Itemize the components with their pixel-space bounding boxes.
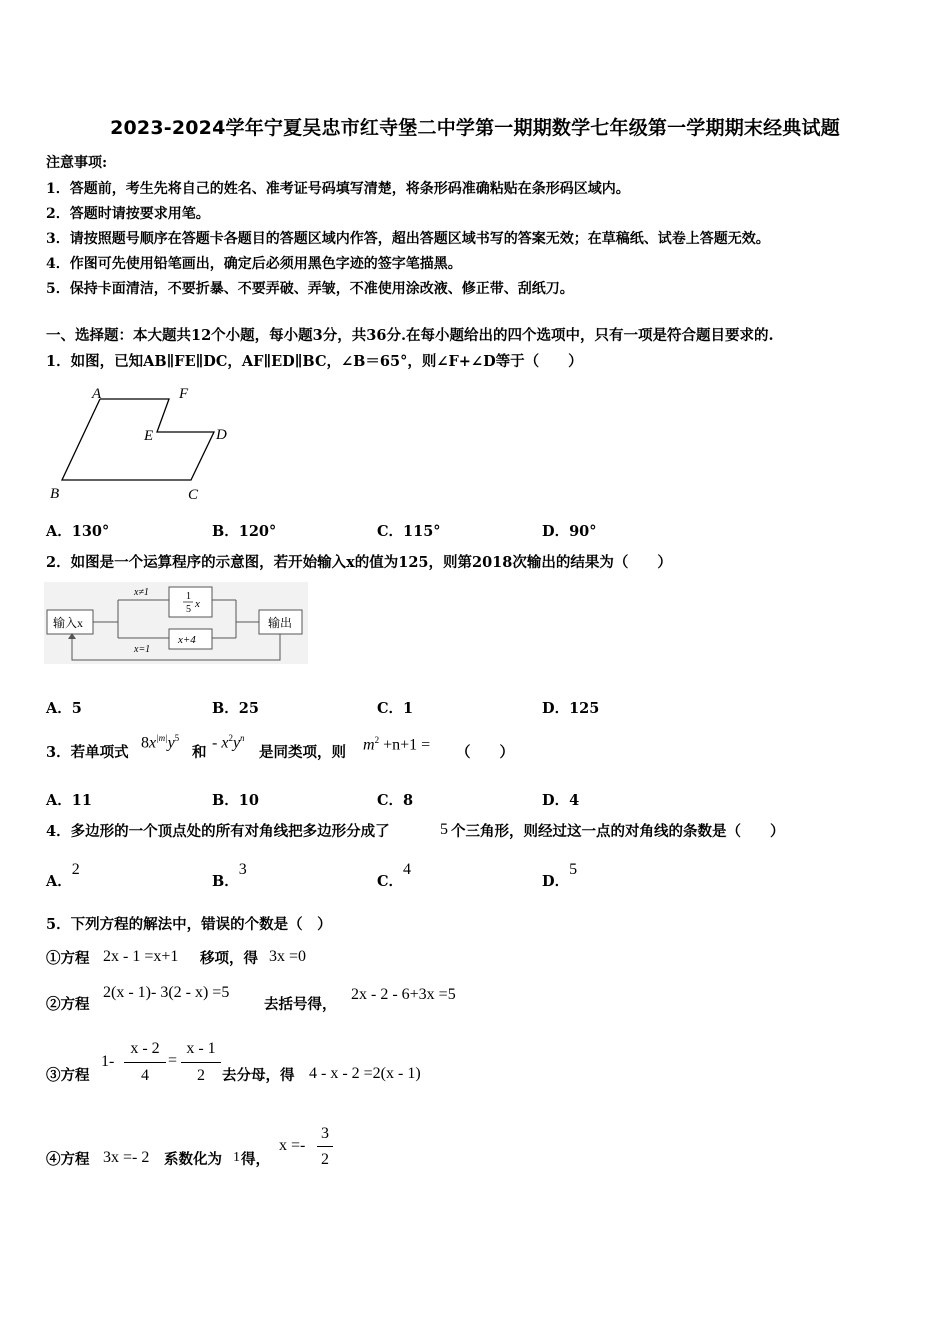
- question-3-prefix: 3．若单项式: [46, 744, 129, 761]
- q4-option-d[interactable]: D．5: [542, 861, 578, 890]
- q5-item-4-label: ④方程: [46, 1151, 90, 1168]
- q5-item-4-lhs: x =-: [279, 1137, 306, 1154]
- label-c: C: [188, 487, 199, 502]
- flow-op-top-var: x: [195, 598, 200, 610]
- q5-item-3-one: 1-: [101, 1053, 115, 1070]
- notice-item: 4．作图可先使用铅笔画出，确定后必须用黑色字迹的签字笔描黑。: [46, 256, 462, 272]
- label-b: B: [50, 486, 60, 502]
- flow-output: 输出: [268, 616, 293, 630]
- flow-cond-bottom: x=1: [134, 644, 151, 655]
- question-1-figure: [46, 382, 246, 502]
- label-e: E: [144, 428, 154, 444]
- notice-heading: 注意事项:: [46, 155, 108, 171]
- q5-item-3-num-1: x - 2: [130, 1040, 160, 1057]
- q1-option-d[interactable]: D．90°: [542, 523, 597, 540]
- fraction-bar: [317, 1146, 333, 1147]
- q5-item-3-den-2: 2: [197, 1067, 205, 1084]
- q5-item-3-den-1: 4: [141, 1067, 149, 1084]
- q5-item-4-mid2: 得，: [241, 1151, 270, 1168]
- question-1-text: 1．如图，已知AB∥FE∥DC，AF∥ED∥BC，∠B＝65°，则∠F+∠D等于（ ）: [46, 353, 583, 370]
- q3-middle: 是同类项，则: [259, 744, 346, 761]
- q4-option-a[interactable]: A．2: [46, 861, 80, 890]
- question-5-text: 5．下列方程的解法中，错误的个数是（ ）: [46, 916, 332, 933]
- q3-expression: $m^2 +n+1$ =: [363, 735, 431, 754]
- q1-option-c[interactable]: C．115°: [377, 523, 441, 540]
- q5-item-1-result: 3x =0: [269, 948, 307, 965]
- q3-suffix: （ ）: [456, 744, 514, 761]
- q3-option-b[interactable]: B．10: [212, 792, 259, 809]
- notice-item: 1．答题前，考生先将自己的姓名、准考证号码填写清楚，将条形码准确粘贴在条形码区域内。: [46, 181, 630, 197]
- q4-option-b[interactable]: B．3: [212, 861, 247, 890]
- q2-option-c[interactable]: C．1: [377, 700, 414, 717]
- q5-item-2-mid: 去括号得，: [264, 996, 337, 1013]
- q3-option-a[interactable]: A．11: [46, 792, 92, 809]
- q1-option-b[interactable]: B．120°: [212, 523, 277, 540]
- q5-item-3-mid: 去分母，得: [222, 1067, 295, 1084]
- q3-option-d[interactable]: D．4: [542, 792, 580, 809]
- question-2-text: 2．如图是一个运算程序的示意图，若开始输入x的值为125，则第2018次输出的结果为（ ）: [46, 554, 672, 571]
- q3-and: 和: [192, 744, 207, 761]
- q3-option-c[interactable]: C．8: [377, 792, 414, 809]
- q5-item-3-label: ③方程: [46, 1067, 90, 1084]
- page-title: 2023-2024学年宁夏吴忠市红寺堡二中学第一期期数学七年级第一学期期末经典试题: [110, 117, 840, 139]
- q5-item-2-result: 2x - 2 - 6+3x =5: [351, 986, 456, 1003]
- question-4-text-b: 个三角形，则经过这一点的对角线的条数是（ ）: [451, 823, 785, 840]
- notice-item: 3．请按照题号顺序在答题卡各题目的答题区域内作答，超出答题区域书写的答案无效；在草稿纸、试卷上答题无效。: [46, 231, 770, 247]
- question-4-text-a: 4．多边形的一个顶点处的所有对角线把多边形分成了: [46, 823, 390, 840]
- flow-cond-top: x≠1: [134, 587, 149, 598]
- q5-item-1-label: ①方程: [46, 950, 90, 967]
- q5-item-4-mid: 系数化为: [164, 1151, 222, 1168]
- q2-option-d[interactable]: D．125: [542, 700, 600, 717]
- label-a: A: [92, 386, 102, 402]
- q4-number: 5: [440, 821, 448, 838]
- q5-item-4-den: 2: [321, 1151, 329, 1168]
- q5-item-2-equation: 2(x - 1)- 3(2 - x) =5: [103, 984, 230, 1001]
- q3-monomial-1: $8x^{|m|}y^5$: [141, 733, 180, 752]
- section-heading: 一、选择题：本大题共12个小题，每小题3分，共36分.在每小题给出的四个选项中，只有一项是符合题目要求的.: [46, 327, 774, 344]
- q5-item-2-label: ②方程: [46, 996, 90, 1013]
- fraction-bar: [181, 1062, 221, 1063]
- notice-item: 5．保持卡面清洁，不要折暴、不要弄破、弄皱，不准使用涂改液、修正带、刮纸刀。: [46, 281, 574, 297]
- q5-item-3-result: 4 - x - 2 =2(x - 1): [309, 1065, 421, 1082]
- q5-item-1-equation: 2x - 1 =x+1: [103, 948, 179, 965]
- question-2-flowchart: [44, 582, 308, 664]
- q5-item-4-num: 3: [321, 1125, 329, 1142]
- fraction-bar: [124, 1062, 166, 1063]
- flow-input: 输入x: [53, 616, 84, 630]
- label-d: D: [216, 427, 227, 443]
- q5-item-4-equation: 3x =- 2: [103, 1149, 150, 1166]
- q2-option-a[interactable]: A．5: [46, 700, 82, 717]
- q5-item-4-one: 1: [233, 1150, 240, 1165]
- q5-item-3-num-2: x - 1: [186, 1040, 216, 1057]
- flow-op-top-num: 1: [186, 591, 191, 602]
- q4-option-c[interactable]: C．4: [377, 861, 412, 890]
- q3-monomial-2: - $x^2y^n$: [212, 733, 245, 752]
- q2-option-b[interactable]: B．25: [212, 700, 259, 717]
- notice-item: 2．答题时请按要求用笔。: [46, 206, 210, 222]
- label-f: F: [179, 386, 189, 402]
- q5-item-3-eq: =: [168, 1052, 178, 1069]
- q5-item-1-mid: 移项，得: [200, 950, 258, 967]
- q1-option-a[interactable]: A．130°: [46, 523, 110, 540]
- flow-op-top-den: 5: [186, 604, 191, 615]
- flow-op-bottom: x+4: [178, 634, 196, 646]
